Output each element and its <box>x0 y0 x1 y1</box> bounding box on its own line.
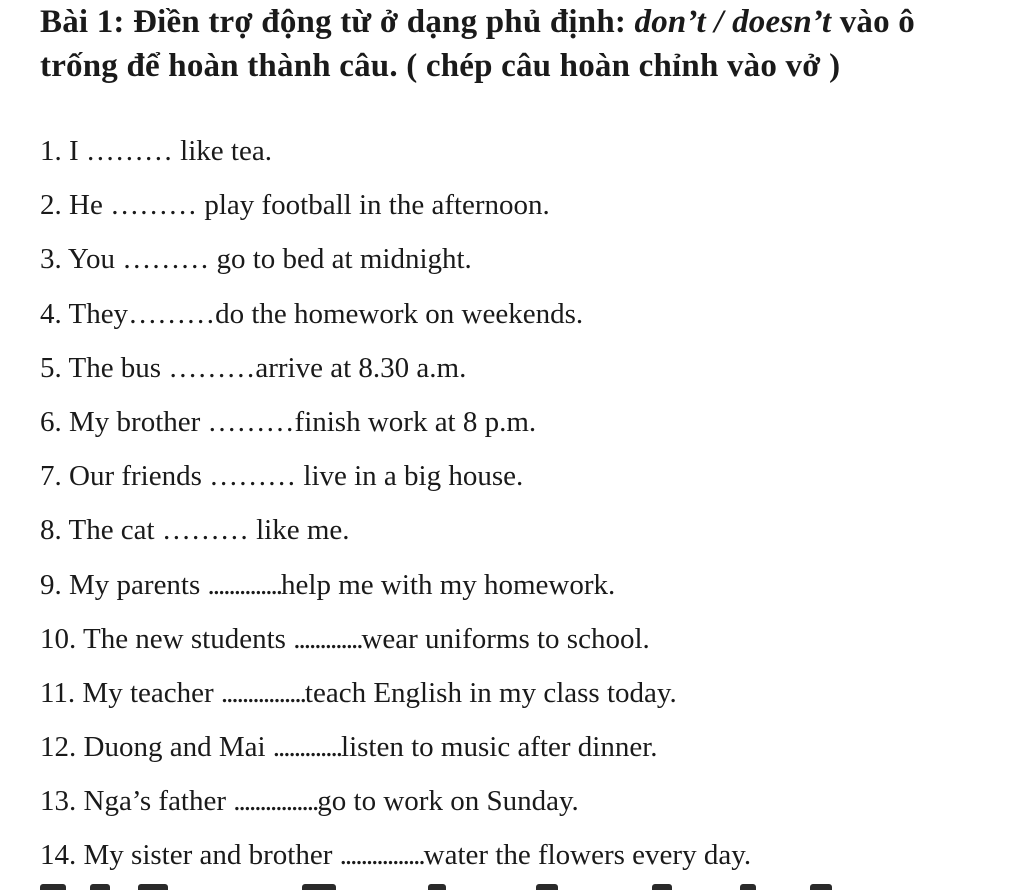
exercise-item-11 <box>40 670 1000 724</box>
item-prefix: 11. My teacher <box>40 676 221 709</box>
answer-blank: ............. <box>293 622 362 655</box>
item-prefix: 6. My brother <box>40 405 208 438</box>
item-prefix: 4. They <box>40 297 129 330</box>
item-prefix: 7. Our friends <box>40 460 210 493</box>
cropped-next-line <box>40 884 940 894</box>
item-prefix: 10. The new students <box>40 622 294 655</box>
glyph-fragment <box>740 884 756 890</box>
item-prefix: 14. My sister and brother <box>40 839 340 872</box>
item-suffix: go to work on Sunday. <box>317 785 579 818</box>
item-prefix: 9. My parents <box>40 568 208 601</box>
exercise-item-14 <box>40 832 1000 886</box>
exercise-item-12 <box>40 724 1000 778</box>
item-prefix: 12. Duong and Mai <box>40 731 273 764</box>
item-prefix: 5. The bus <box>40 351 169 384</box>
exercise-item-4 <box>40 291 1000 345</box>
answer-blank: ……… <box>209 460 297 493</box>
exercise-item-7 <box>40 453 1000 507</box>
item-suffix: like tea. <box>172 135 272 167</box>
exercise-item-13 <box>40 778 1000 832</box>
answer-blank: ................ <box>339 839 424 872</box>
exercise-item-6 <box>40 399 1000 453</box>
exercise-item-10 <box>40 616 1000 670</box>
glyph-fragment <box>40 884 66 890</box>
exercise-heading <box>40 0 980 88</box>
answer-blank: ……… <box>110 189 198 222</box>
answer-blank: ……… <box>161 514 249 547</box>
item-suffix: play football in the afternoon. <box>197 189 550 222</box>
item-suffix: do the homework on weekends. <box>215 297 584 330</box>
exercise-item-5 <box>40 345 1000 399</box>
exercise-list <box>40 128 1000 887</box>
answer-blank: ................ <box>233 785 318 818</box>
exercise-item-2 <box>40 182 1000 236</box>
item-suffix: arrive at 8.30 a.m. <box>255 351 467 384</box>
item-suffix: finish work at 8 p.m. <box>294 405 537 438</box>
item-suffix: water the flowers every day. <box>423 839 752 872</box>
answer-blank: ……… <box>128 297 216 330</box>
answer-blank: ……… <box>122 243 210 276</box>
item-prefix: 13. Nga’s father <box>40 785 234 818</box>
heading-text: Bài 1: Điền trợ động từ ở dạng phủ định: <box>40 4 635 40</box>
item-suffix: wear uniforms to school. <box>361 622 650 655</box>
answer-blank: .............. <box>207 568 282 601</box>
answer-blank: ……… <box>168 351 256 384</box>
item-prefix: 2. He <box>40 189 111 222</box>
answer-blank: ................ <box>220 676 305 709</box>
heading-instruction: vào ô trống để hoàn thành câu. ( chép câu hoàn chỉnh vào vở ) <box>40 4 915 84</box>
item-suffix: listen to music after dinner. <box>341 731 658 764</box>
glyph-fragment <box>652 884 672 890</box>
glyph-fragment <box>428 884 446 890</box>
item-prefix: 8. The cat <box>40 514 162 547</box>
glyph-fragment <box>302 884 336 890</box>
glyph-fragment <box>90 884 110 890</box>
heading-italic-options: don’t / doesn’t <box>634 4 832 40</box>
item-suffix: go to bed at midnight. <box>209 243 472 276</box>
answer-blank: ……… <box>85 135 173 167</box>
answer-blank: ……… <box>207 405 295 438</box>
answer-blank: ............. <box>272 731 342 764</box>
item-suffix: help me with my homework. <box>281 568 616 601</box>
glyph-fragment <box>810 884 832 890</box>
item-suffix: live in a big house. <box>296 460 524 493</box>
exercise-item-9 <box>40 562 1000 616</box>
glyph-fragment <box>138 884 168 890</box>
item-suffix: like me. <box>248 514 350 547</box>
exercise-item-8 <box>40 507 1000 561</box>
glyph-fragment <box>536 884 558 890</box>
item-prefix: 1. I <box>40 135 86 167</box>
exercise-item-3 <box>40 236 1000 290</box>
item-suffix: teach English in my class today. <box>304 676 677 709</box>
item-prefix: 3. You <box>40 243 123 276</box>
exercise-item-1 <box>40 128 1000 182</box>
